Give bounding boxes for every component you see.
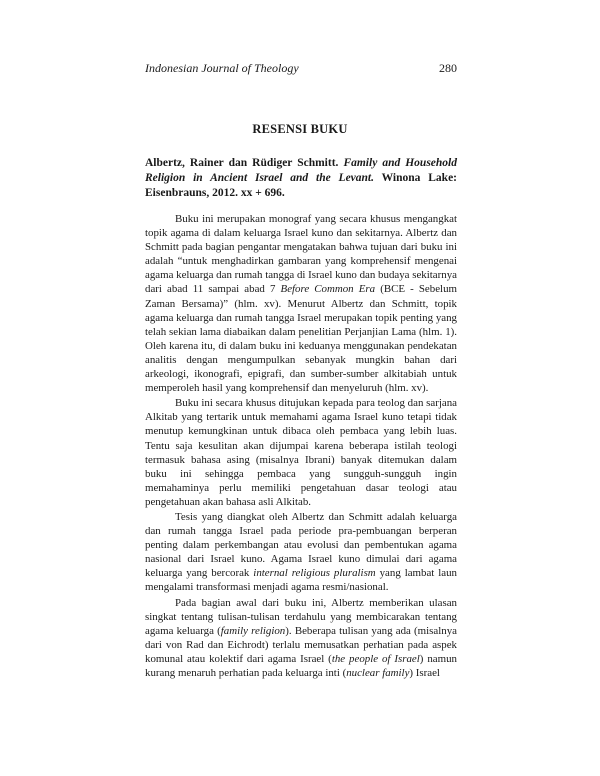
paragraph-1-text-a: Buku ini merupakan monograf yang secara khusus mengangkat topik agama di dalam keluarga Israel kuno dan sekitarnya. Albertz dan Schmitt pada bagian pengantar mengatakan bahwa tujuan dari buku ini adalah “untuk menghadirkan gambaran yang komprehensif mengenai agama keluarga dan rumah tangga di Israel kuno dan budaya sekitarnya dari abad 11 sampai abad 7 <box>145 213 457 296</box>
paragraph-4-text-a: Pada bagian awal dari buku ini, Albertz memberikan ulasan singkat tentang tulisan-tulisan terdahulu yang membicarakan tentang agama keluarga ( <box>145 596 457 637</box>
paragraph-4-text-d: ) Israel <box>409 667 440 679</box>
paragraph-4-text-c: ) namun kurang menaruh perhatian pada keluarga inti ( <box>145 652 457 679</box>
paragraph-4-italic-1: family religion <box>220 624 286 637</box>
paragraph-3-italic: internal religious pluralism <box>253 567 376 580</box>
review-body <box>145 212 457 680</box>
paragraph-3 <box>145 510 457 595</box>
paragraph-3-text-b: yang lambat laun mengalami transformasi menjadi agama resmi/nasional. <box>145 567 457 594</box>
citation-book-title: Family and Household Religion in Ancient Israel and the Levant. <box>145 157 457 184</box>
paragraph-4-italic-2: the people of Israel <box>331 652 420 665</box>
paragraph-3-text-a: Tesis yang diangkat oleh Albertz dan Schmitt adalah keluarga dan rumah tangga Israel pada periode pra-pembuangan berperan penting dalam perkembangan atau evolusi dan pembentukan agama nasional dari Israel kuno. Agama Israel kuno dimulai dari agama keluarga yang bercorak <box>145 510 457 580</box>
journal-name: Indonesian Journal of Theology <box>145 61 299 75</box>
citation-authors: Albertz, Rainer dan Rüdiger Schmitt. <box>145 157 339 169</box>
book-citation <box>145 156 457 201</box>
paragraph-4 <box>145 596 457 681</box>
page-number: 280 <box>439 61 457 75</box>
section-title: RESENSI BUKU <box>252 122 348 136</box>
paragraph-2: Buku ini secara khusus ditujukan kepada para teolog dan sarjana Alkitab yang tertarik untuk memahami agama Israel kuno tetapi tidak menutup kemungkinan untuk dibaca oleh pembaca yang lebih luas. Tentu saja kesulitan akan dijumpai karena beberapa istilah teologi termasuk bahasa asing (misalnya Ibrani) banyak ditemukan dalam buku ini sehingga pembaca yang sungguh-sungguh ingin memahaminya perlu memiliki pengetahuan dasar teologi atau pengetahuan akan bahasa asli Alkitab. <box>145 397 457 508</box>
paragraph-1-italic: Before Common Era <box>280 283 376 296</box>
paragraph-1-text-b: (BCE - Sebelum Zaman Bersama)” (hlm. xv). Menurut Albertz dan Schmitt, topik agama keluarga dan rumah tangga Israel merupakan topik penting yang telah sekian lama diabaikan dalam penelitian Perjanjian Lama (hlm. 1). Oleh karena itu, di dalam buku ini keduanya menggunakan pendekatan analitis dengan mengumpulkan sebanyak mungkin bahan dari arkeologi, ikonografi, epigrafi, dan sumber-sumber alkitabiah untuk memperoleh hasil yang komprehensif dan menyeluruh (hlm. xv). <box>145 283 457 395</box>
citation-publication: Winona Lake: Eisenbrauns, 2012. xx + 696. <box>145 172 458 199</box>
paragraph-4-text-b: ). Beberapa tulisan yang ada (misalnya dari von Rad dan Eichrodt) terlalu memusatkan perhatian pada aspek komunal atau kolektif dari agama Israel ( <box>145 624 457 665</box>
paragraph-1 <box>145 212 457 395</box>
running-header <box>145 61 457 77</box>
paragraph-4-italic-3: nuclear family <box>346 667 410 679</box>
